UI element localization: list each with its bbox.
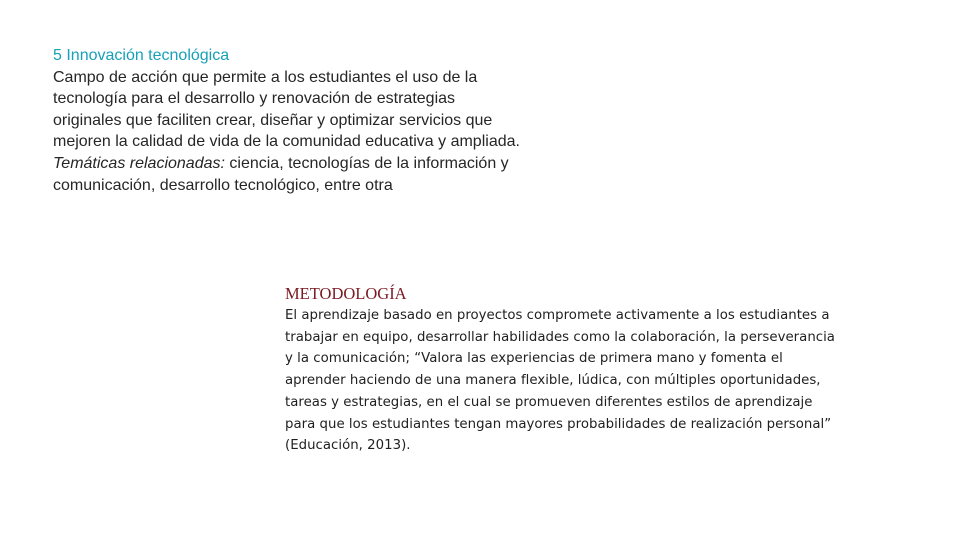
methodology-paragraph: El aprendizaje basado en proyectos compromete activamente a los estudiantes a trabajar en equipo, desarrollar habilidades como la colaboración, la perseverancia y la comunicación; “Valora las experiencias de primera mano y fomenta el aprender haciendo de una manera flexible, lúdica, con múltiples oportunidades, tareas y estrategias, en el cual se promueven diferentes estilos de aprendizaje para que los estudiantes tengan mayores probabilidades de realización personal” (Educación, 2013). — [285, 308, 835, 454]
innovation-body-end: ciencia, tecnologías de la información y comunicación, desarrollo tecnológico, entre otra — [53, 154, 509, 194]
innovation-paragraph — [53, 67, 523, 197]
innovation-body-start: Campo de acción que permite a los estudiantes el uso de la tecnología para el desarrollo y renovación de estrategias originales que faciliten crear, diseñar y optimizar servicios que mejoren la calidad de vida de la comunidad educativa y ampliada. — [53, 68, 520, 151]
methodology-section — [285, 283, 845, 457]
innovation-body-italic: Temáticas relacionadas: — [53, 154, 225, 172]
innovation-heading: 5 Innovación tecnológica — [53, 47, 230, 64]
innovation-section — [53, 45, 523, 196]
methodology-heading: METODOLOGÍA — [285, 284, 407, 303]
